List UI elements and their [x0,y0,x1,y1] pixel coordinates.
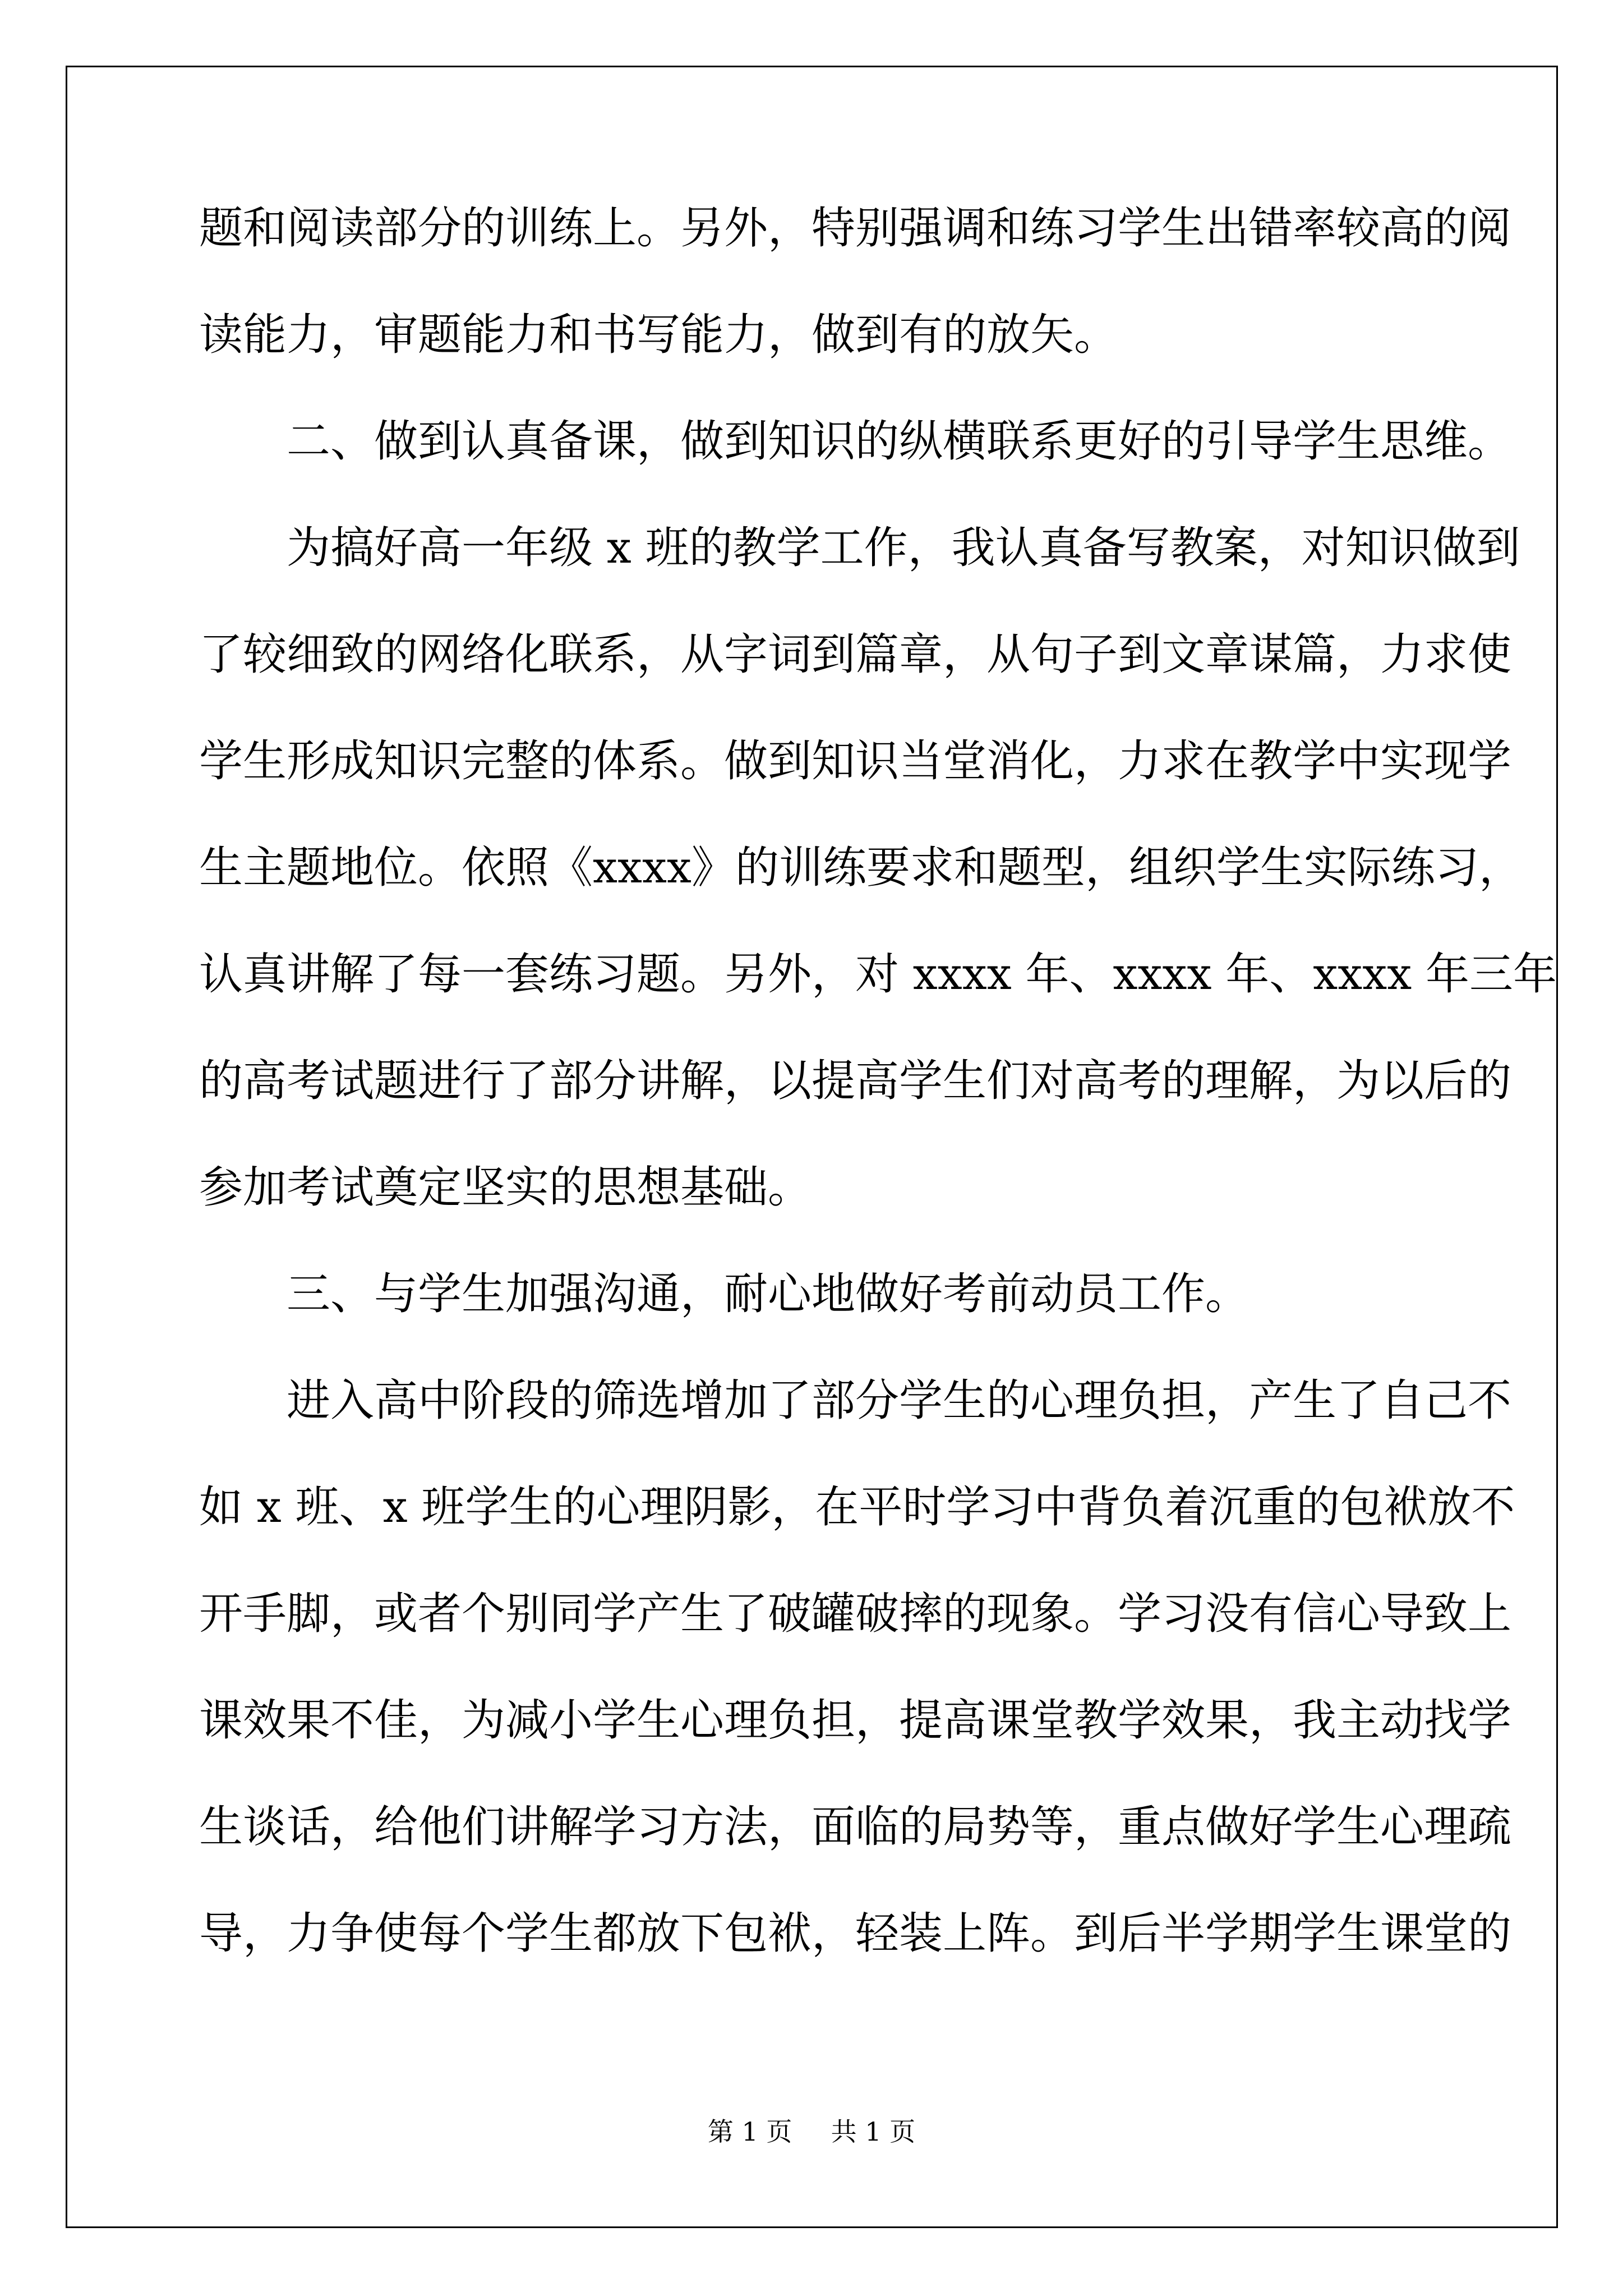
text-line: 进入高中阶段的筛选增加了部分学生的心理负担，产生了自己不 [287,1375,1512,1426]
text-line: 题和阅读部分的训练上。另外，特别强调和练习学生出错率较高的阅 [199,203,1512,254]
text-line: 导，力争使每个学生都放下包袱，轻装上阵。到后半学期学生课堂的 [199,1908,1512,1959]
section-heading: 二、做到认真备课，做到知识的纵横联系更好的引导学生思维。 [287,416,1512,467]
text-line: 学生形成知识完整的体系。做到知识当堂消化，力求在教学中实现学 [199,736,1512,786]
text-line: 课效果不佳，为减小学生心理负担，提高课堂教学效果，我主动找学 [199,1695,1512,1746]
section-heading: 三、与学生加强沟通，耐心地做好考前动员工作。 [287,1269,1249,1319]
text-line: 生主题地位。依照《xxxx》的训练要求和题型，组织学生实际练习， [199,843,1523,893]
text-line: 了较细致的网络化联系，从字词到篇章，从句子到文章谋篇，力求使 [199,629,1512,680]
page-footer [0,2115,1623,2148]
text-line: 参加考试奠定坚实的思想基础。 [199,1162,812,1213]
page-number: 第 1 页 [707,2116,792,2147]
text-line: 为搞好高一年级 x 班的教学工作，我认真备写教案，对知识做到 [287,523,1520,573]
text-line: 读能力，审题能力和书写能力，做到有的放矢。 [199,310,1118,360]
text-line: 生谈话，给他们讲解学习方法，面临的局势等，重点做好学生心理疏 [199,1802,1512,1852]
page-frame [66,66,1558,2228]
text-line: 认真讲解了每一套练习题。另外，对 xxxx 年、xxxx 年、xxxx 年三年 [199,949,1557,1000]
page-total: 共 1 页 [831,2116,916,2147]
text-line: 开手脚，或者个别同学产生了破罐破摔的现象。学习没有信心导致上 [199,1589,1512,1639]
text-line: 如 x 班、x 班学生的心理阴影，在平时学习中背负着沉重的包袱放不 [199,1482,1515,1533]
text-line: 的高考试题进行了部分讲解，以提高学生们对高考的理解，为以后的 [199,1056,1512,1106]
